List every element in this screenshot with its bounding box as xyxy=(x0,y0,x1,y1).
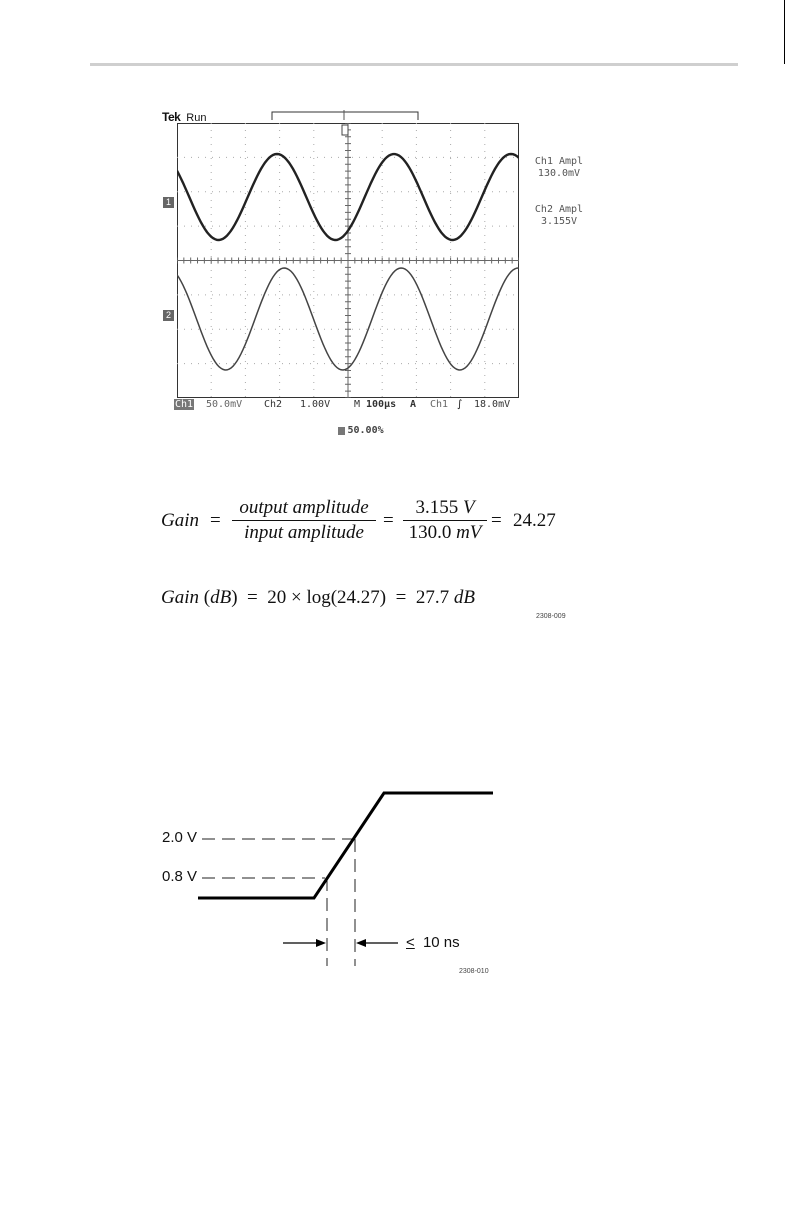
status-ch2-scale: 1.00V xyxy=(300,399,331,410)
num-value: 3.155 xyxy=(415,497,459,518)
value-fraction xyxy=(403,497,487,544)
amplitude-fraction xyxy=(232,497,376,544)
status-timebase: 100µs xyxy=(366,399,397,410)
ch1-marker-label: 1 xyxy=(165,197,171,207)
trigger-slope-icon: ∫ xyxy=(457,399,463,410)
scope-brand: Tek xyxy=(162,110,181,124)
ch2-amplitude-label: Ch2 Ampl xyxy=(534,204,584,215)
gain-label: Gain xyxy=(161,510,199,531)
db-result: 27.7 xyxy=(415,587,450,608)
trigger-position-icon xyxy=(338,427,345,435)
page-corner-line xyxy=(784,0,785,64)
status-trigger-source: Ch1 xyxy=(430,399,449,410)
gain-db-label: Gain xyxy=(161,587,199,608)
figure-id-2: 2308-010 xyxy=(459,968,489,975)
left-arrow-head xyxy=(316,939,326,947)
high-threshold-label: 2.0 V xyxy=(162,829,198,846)
gain-db-open: ( xyxy=(203,587,211,608)
equals-3: = xyxy=(491,510,502,531)
value-numerator xyxy=(403,497,487,519)
ch1-marker xyxy=(163,197,174,208)
rise-time-label xyxy=(406,934,460,951)
equals-db-1: = xyxy=(242,587,263,608)
trigger-position-readout xyxy=(338,425,384,436)
status-ch2: Ch2 xyxy=(264,399,283,410)
num-unit: V xyxy=(462,497,475,518)
scope-run-state: Run xyxy=(186,112,207,124)
db-result-unit: dB xyxy=(453,587,475,608)
scope-status-bar xyxy=(174,399,524,412)
equals-db-2: = xyxy=(390,587,412,608)
trigger-position-value: 50.00% xyxy=(347,425,384,436)
gain-db-unit: dB xyxy=(210,587,232,608)
ch2-amplitude-readout xyxy=(524,204,594,228)
scope-screen xyxy=(177,123,519,398)
gain-db-equation xyxy=(161,587,475,609)
gain-db-close: ) xyxy=(231,587,238,608)
equals-1: = xyxy=(210,510,221,531)
equals-2: = xyxy=(383,510,394,531)
status-trigger-level: 18.0mV xyxy=(474,399,511,410)
gain-result: 24.27 xyxy=(513,510,556,531)
figure-id-1: 2308-009 xyxy=(536,613,566,620)
ch1-amplitude-readout xyxy=(524,156,594,180)
status-ch1: Ch1 xyxy=(175,399,194,410)
value-fraction-bar xyxy=(403,520,487,521)
fraction-bar xyxy=(232,520,376,521)
db-log-expression: log(24.27) xyxy=(306,587,387,608)
trigger-position-marker xyxy=(342,125,348,135)
value-denominator xyxy=(403,522,487,544)
ch2-marker-label: 2 xyxy=(165,310,171,320)
db-coefficient: 20 xyxy=(267,587,287,608)
header-rule xyxy=(90,63,738,66)
denominator: input amplitude xyxy=(244,522,364,543)
leq-symbol: < xyxy=(406,934,415,951)
status-m: M xyxy=(354,399,361,410)
right-arrow-head xyxy=(356,939,366,947)
low-threshold-label: 0.8 V xyxy=(162,868,198,885)
ch2-amplitude-value: 3.155V xyxy=(540,216,578,227)
scope-record-bar xyxy=(270,108,420,122)
db-times: × xyxy=(290,587,302,608)
ch2-marker xyxy=(163,310,174,321)
numerator: output amplitude xyxy=(239,497,369,518)
den-unit: mV xyxy=(456,522,482,543)
ch1-amplitude-label: Ch1 Ampl xyxy=(534,156,584,167)
signal-edge xyxy=(198,793,493,898)
status-trigger-symbol: A xyxy=(410,399,417,410)
status-ch1-scale: 50.0mV xyxy=(206,399,243,410)
den-value: 130.0 xyxy=(408,522,452,543)
rise-time-value: 10 ns xyxy=(422,934,460,951)
ch1-amplitude-value: 130.0mV xyxy=(537,168,581,179)
